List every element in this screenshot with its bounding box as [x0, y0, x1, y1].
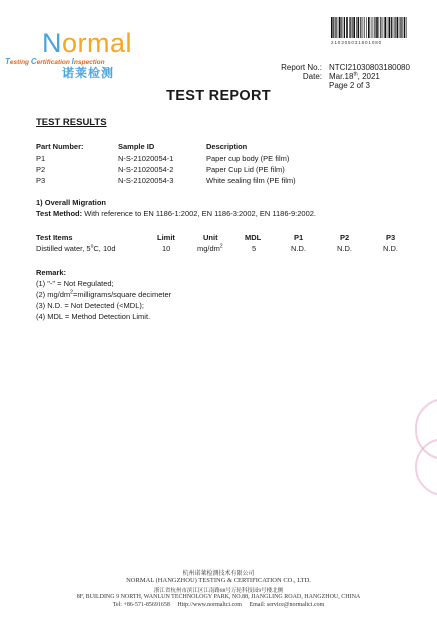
result-limit: 10	[162, 244, 171, 253]
remark-line: (1) "-" = Not Regulated;	[36, 279, 114, 288]
stamp-seal-edge	[415, 438, 437, 496]
logo-text-first: N	[42, 28, 62, 58]
remark-exponent: 2	[70, 289, 73, 296]
tagline-cap-i: I	[71, 57, 74, 66]
tagline-cap-t: T	[5, 57, 10, 66]
tagline-part: esting	[9, 59, 31, 66]
footer-address: 8F, BUILDING 9 NORTH, WANLUN TECHNOLOGY PARK, NO.88, JIANGLING ROAD, HANGZHOU, CHINA	[76, 594, 361, 600]
date-main: Mar.18	[329, 72, 354, 81]
footer-website: Http://www.normaltci.com	[177, 602, 242, 608]
remark-line	[36, 290, 171, 299]
results-header-p1: P1	[294, 233, 304, 242]
results-header-limit: Limit	[157, 233, 175, 242]
company-logo	[42, 28, 132, 59]
footer-company-cn: 杭州诺莱检测技术有限公司	[182, 571, 255, 577]
tagline-part: ertification	[36, 59, 72, 66]
part-number: P3	[36, 176, 46, 185]
test-method-line	[36, 209, 316, 218]
parts-header-sample: Sample ID	[118, 142, 155, 151]
test-item-text-end: C, 10d	[93, 244, 116, 253]
barcode-number: 210305031801080	[331, 40, 383, 45]
remark-heading: Remark:	[36, 268, 67, 277]
section-title: TEST RESULTS	[36, 117, 107, 128]
parts-header-description: Description	[206, 142, 248, 151]
result-p3: N.D.	[383, 244, 398, 253]
remark-line: (4) MDL = Method Detection Limit.	[36, 312, 151, 321]
results-header-unit: Unit	[203, 233, 218, 242]
part-description: Paper Cup Lid (PE film)	[206, 165, 285, 174]
footer-tel: Tel: +86-571-85691658	[112, 602, 170, 608]
results-header-p3: P3	[386, 233, 396, 242]
footer-company: NORMAL (HANGZHOU) TESTING & CERTIFICATION CO., LTD.	[126, 577, 311, 584]
barcode-image	[331, 17, 407, 38]
result-p1: N.D.	[291, 244, 306, 253]
result-p2: N.D.	[337, 244, 352, 253]
unit-text: mg/dm	[197, 244, 220, 253]
result-unit	[197, 244, 223, 253]
unit-exponent: 2	[219, 243, 223, 250]
logo-text-rest: ormal	[62, 28, 133, 58]
remark-line2-end: =milligrams/square decimeter	[72, 290, 172, 299]
test-item-text: Distilled water, 5	[36, 244, 91, 253]
part-number: P1	[36, 154, 46, 163]
migration-heading: 1) Overall Migration	[36, 198, 107, 207]
part-description: Paper cup body (PE film)	[206, 154, 290, 163]
date-value	[329, 72, 380, 81]
report-no-value: NTCI21030803180080	[329, 63, 410, 72]
date-year: , 2021	[357, 72, 380, 81]
degree-sign: o	[90, 243, 94, 250]
sample-id: N-S-21020054-1	[118, 154, 174, 163]
result-mdl: 5	[252, 244, 257, 253]
part-description: White sealing film (PE film)	[206, 176, 296, 185]
footer-email: Email: service@normaltci.com	[249, 602, 325, 608]
date-label: Date:	[302, 72, 322, 81]
results-header-mdl: MDL	[245, 233, 262, 242]
test-method-label: Test Method:	[36, 209, 83, 218]
sample-id: N-S-21020054-3	[118, 176, 174, 185]
parts-header-part: Part Number:	[36, 142, 84, 151]
results-header-p2: P2	[340, 233, 350, 242]
footer-address-cn: 浙江省杭州市滨江区江南路88号万轮科技园9号楼北侧	[153, 588, 284, 594]
sample-id: N-S-21020054-2	[118, 165, 174, 174]
logo-chinese-name: 诺莱检测	[62, 66, 115, 80]
test-method-text: With reference to EN 1186-1:2002, EN 1186-3:2002, EN 1186-9:2002.	[84, 209, 317, 218]
page-title: TEST REPORT	[166, 88, 271, 104]
remark-line2-start: (2) mg/dm	[36, 290, 71, 299]
tagline-part: nspection	[73, 59, 105, 66]
result-test-item	[36, 244, 116, 253]
tagline-cap-c: C	[30, 57, 37, 66]
part-number: P2	[36, 165, 46, 174]
results-header-items: Test Items	[36, 233, 73, 242]
date-suffix: th	[353, 71, 358, 78]
report-no-label: Report No.:	[281, 63, 322, 72]
footer-contact	[0, 602, 437, 608]
page-number: Page 2 of 3	[329, 81, 370, 90]
remark-line: (3) N.D. = Not Detected (<MDL);	[36, 301, 144, 310]
